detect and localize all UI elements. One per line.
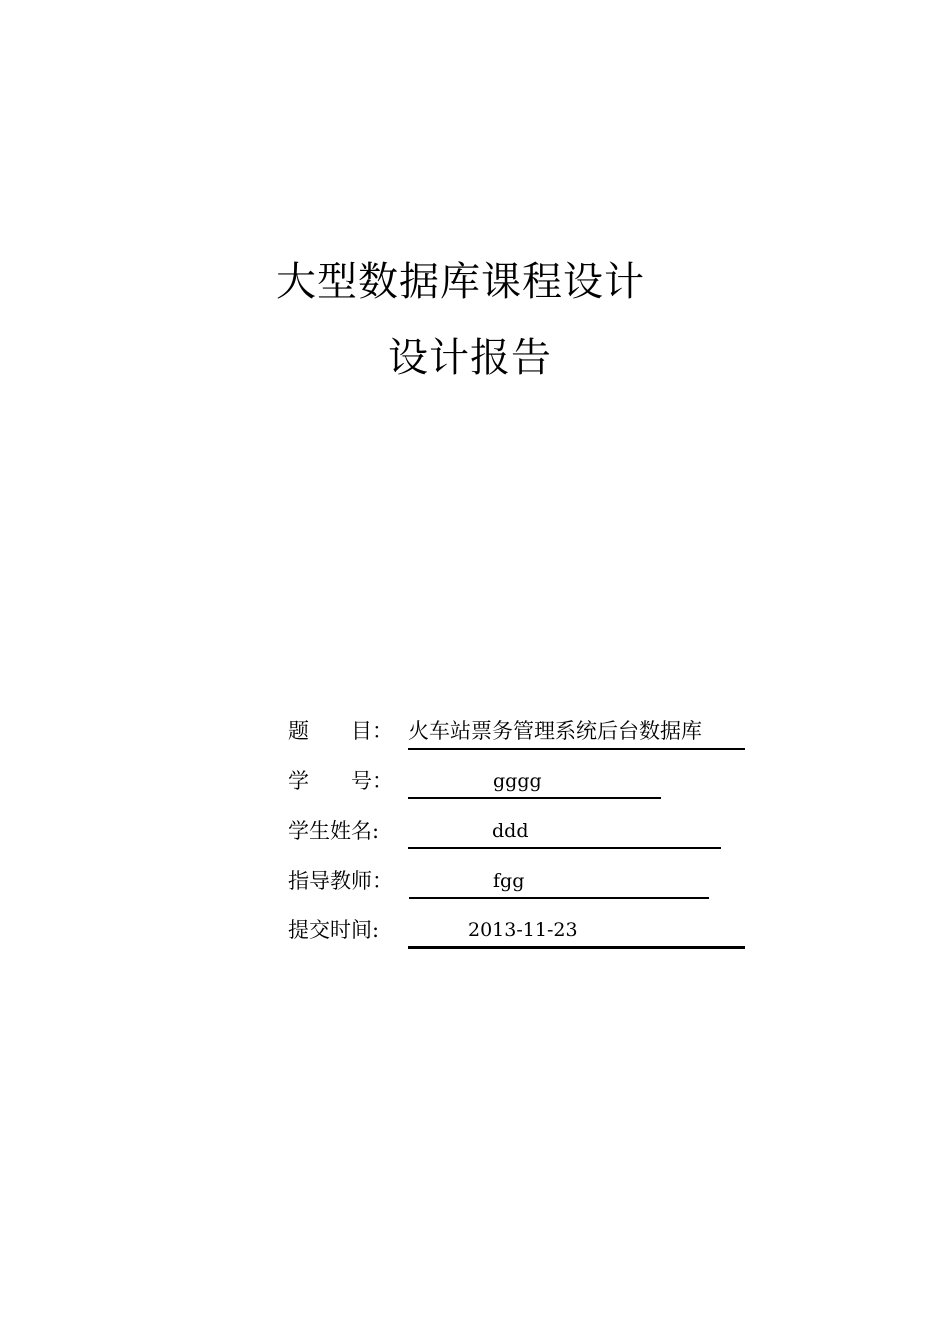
field-advisor-value: fgg (493, 870, 525, 892)
field-advisor-underline (409, 897, 709, 899)
field-student-name-underline (408, 847, 721, 849)
field-topic-value: 火车站票务管理系统后台数据库 (408, 719, 702, 743)
field-student-id (288, 764, 758, 798)
field-submit-date-label: 提交时间: (288, 918, 380, 942)
field-student-id-value: gggg (493, 770, 542, 792)
field-student-name-value: ddd (492, 820, 529, 842)
field-submit-date-value: 2013-11-23 (468, 919, 578, 941)
field-advisor-label: 指导教师： (288, 869, 393, 893)
field-student-id-label: 学 号： (288, 769, 393, 793)
field-topic-label: 题 目： (288, 719, 393, 743)
field-topic (288, 714, 758, 748)
field-student-name (288, 814, 758, 848)
course-design-title: 大型数据库课程设计 (276, 259, 645, 305)
report-title: 设计报告 (388, 335, 552, 381)
field-student-id-underline (408, 797, 661, 799)
field-topic-underline (408, 748, 745, 750)
field-submit-date (288, 913, 758, 947)
field-student-name-label: 学生姓名: (288, 819, 380, 843)
field-advisor (288, 864, 758, 898)
field-submit-date-underline (408, 946, 745, 949)
